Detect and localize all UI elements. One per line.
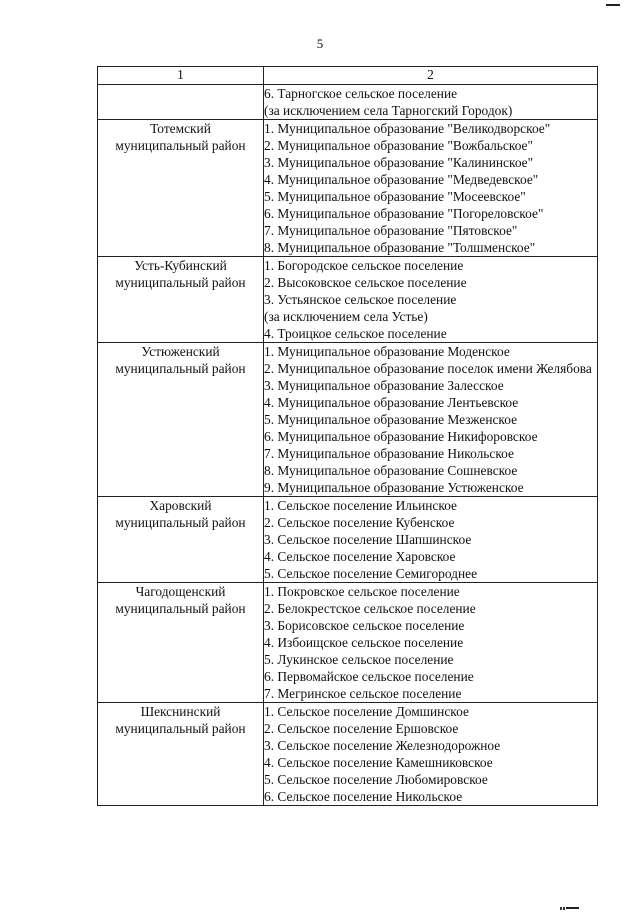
settlement-item: 8. Муниципальное образование Сошневское	[264, 463, 518, 478]
district-name-line: Харовский	[149, 498, 212, 513]
district-name-line: муниципальный район	[115, 515, 246, 530]
settlements-cell	[264, 85, 598, 120]
column-header-1: 1	[98, 67, 264, 85]
settlement-item: (за исключением села Тарногский Городок)	[264, 103, 513, 118]
table-row	[98, 583, 598, 703]
settlement-item: 4. Муниципальное образование "Медведевское"	[264, 172, 539, 187]
settlement-item: 2. Муниципальное образование поселок имени Желябова	[264, 361, 592, 376]
table-header-row	[98, 67, 598, 85]
district-cell	[98, 497, 264, 583]
table-row	[98, 85, 598, 120]
district-cell	[98, 257, 264, 343]
settlement-item: 4. Муниципальное образование Лентьевское	[264, 395, 519, 410]
table-body	[98, 85, 598, 806]
table-row	[98, 343, 598, 497]
district-name-line: Тотемский	[150, 121, 211, 136]
settlement-item: 5. Лукинское сельское поселение	[264, 652, 454, 667]
settlement-item: 6. Тарногское сельское поселение	[264, 86, 458, 101]
settlement-item: 1. Муниципальное образование "Великодворское"	[264, 121, 551, 136]
settlement-item: (за исключением села Устье)	[264, 309, 428, 324]
settlement-item: 1. Покровское сельское поселение	[264, 584, 460, 599]
settlement-item: 5. Муниципальное образование Мезженское	[264, 412, 518, 427]
district-name-line: муниципальный район	[115, 601, 246, 616]
settlement-item: 3. Сельское поселение Шапшинское	[264, 532, 472, 547]
settlement-item: 5. Сельское поселение Семигороднее	[264, 566, 478, 581]
district-name-line: муниципальный район	[115, 721, 246, 736]
table-row	[98, 703, 598, 806]
settlement-item: 5. Муниципальное образование "Мосеевское"	[264, 189, 526, 204]
table-row	[98, 120, 598, 257]
district-name-line: Шекснинский	[140, 704, 221, 719]
district-name-line: муниципальный район	[115, 275, 246, 290]
settlements-cell	[264, 257, 598, 343]
settlement-item: 1. Муниципальное образование Моденское	[264, 344, 510, 359]
settlement-item: 6. Сельское поселение Никольское	[264, 789, 463, 804]
settlement-item: 7. Муниципальное образование "Пятовское"	[264, 223, 518, 238]
district-name-line: Чагодощенский	[135, 584, 226, 599]
settlement-item: 4. Сельское поселение Харовское	[264, 549, 456, 564]
districts-table	[97, 66, 598, 806]
settlement-item: 6. Муниципальное образование Никифоровское	[264, 429, 538, 444]
settlement-item: 9. Муниципальное образование Устюженское	[264, 480, 524, 495]
corner-mark-bar	[606, 4, 620, 6]
settlements-cell	[264, 343, 598, 497]
settlement-item: 5. Сельское поселение Любомировское	[264, 772, 488, 787]
settlements-cell	[264, 583, 598, 703]
settlement-item: 3. Устьянское сельское поселение	[264, 292, 457, 307]
district-cell	[98, 703, 264, 806]
settlement-item: 8. Муниципальное образование "Толшменское"	[264, 240, 536, 255]
settlement-item: 2. Высоковское сельское поселение	[264, 275, 467, 290]
settlement-item: 7. Мегринское сельское поселение	[264, 686, 462, 701]
settlement-item: 2. Муниципальное образование "Вожбальское"	[264, 138, 533, 153]
settlement-item: 1. Сельское поселение Домшинское	[264, 704, 469, 719]
settlement-item: 6. Первомайское сельское поселение	[264, 669, 474, 684]
bottom-mark-bar	[566, 907, 579, 909]
settlements-cell	[264, 703, 598, 806]
bottom-scan-mark	[560, 899, 584, 904]
settlement-item: 1. Сельское поселение Ильинское	[264, 498, 457, 513]
district-name-line: Устюженский	[141, 344, 220, 359]
page-number: 5	[316, 36, 324, 51]
district-name-line: муниципальный район	[115, 138, 246, 153]
district-cell	[98, 85, 264, 120]
district-cell	[98, 583, 264, 703]
settlement-item: 3. Муниципальное образование "Калининское"	[264, 155, 534, 170]
table-row	[98, 257, 598, 343]
settlement-item: 3. Муниципальное образование Залесское	[264, 378, 504, 393]
settlements-cell	[264, 497, 598, 583]
column-header-2: 2	[264, 67, 598, 85]
bottom-mark-tick	[563, 907, 565, 910]
district-name-line: Усть-Кубинский	[134, 258, 227, 273]
settlement-item: 2. Сельское поселение Ершовское	[264, 721, 459, 736]
settlement-item: 2. Белокрестское сельское поселение	[264, 601, 476, 616]
bottom-mark-tick	[560, 907, 562, 910]
district-name-line: муниципальный район	[115, 361, 246, 376]
district-cell	[98, 343, 264, 497]
settlement-item: 1. Богородское сельское поселение	[264, 258, 464, 273]
settlements-cell	[264, 120, 598, 257]
settlement-item: 3. Сельское поселение Железнодорожное	[264, 738, 501, 753]
settlement-item: 4. Сельское поселение Камешниковское	[264, 755, 493, 770]
settlement-item: 4. Троицкое сельское поселение	[264, 326, 447, 341]
settlement-item: 3. Борисовское сельское поселение	[264, 618, 465, 633]
settlement-item: 2. Сельское поселение Кубенское	[264, 515, 455, 530]
settlement-item: 7. Муниципальное образование Никольское	[264, 446, 514, 461]
settlement-item: 4. Избоищское сельское поселение	[264, 635, 464, 650]
settlement-item: 6. Муниципальное образование "Погореловское"	[264, 206, 544, 221]
corner-scan-mark	[606, 2, 636, 8]
district-cell	[98, 120, 264, 257]
table-row	[98, 497, 598, 583]
